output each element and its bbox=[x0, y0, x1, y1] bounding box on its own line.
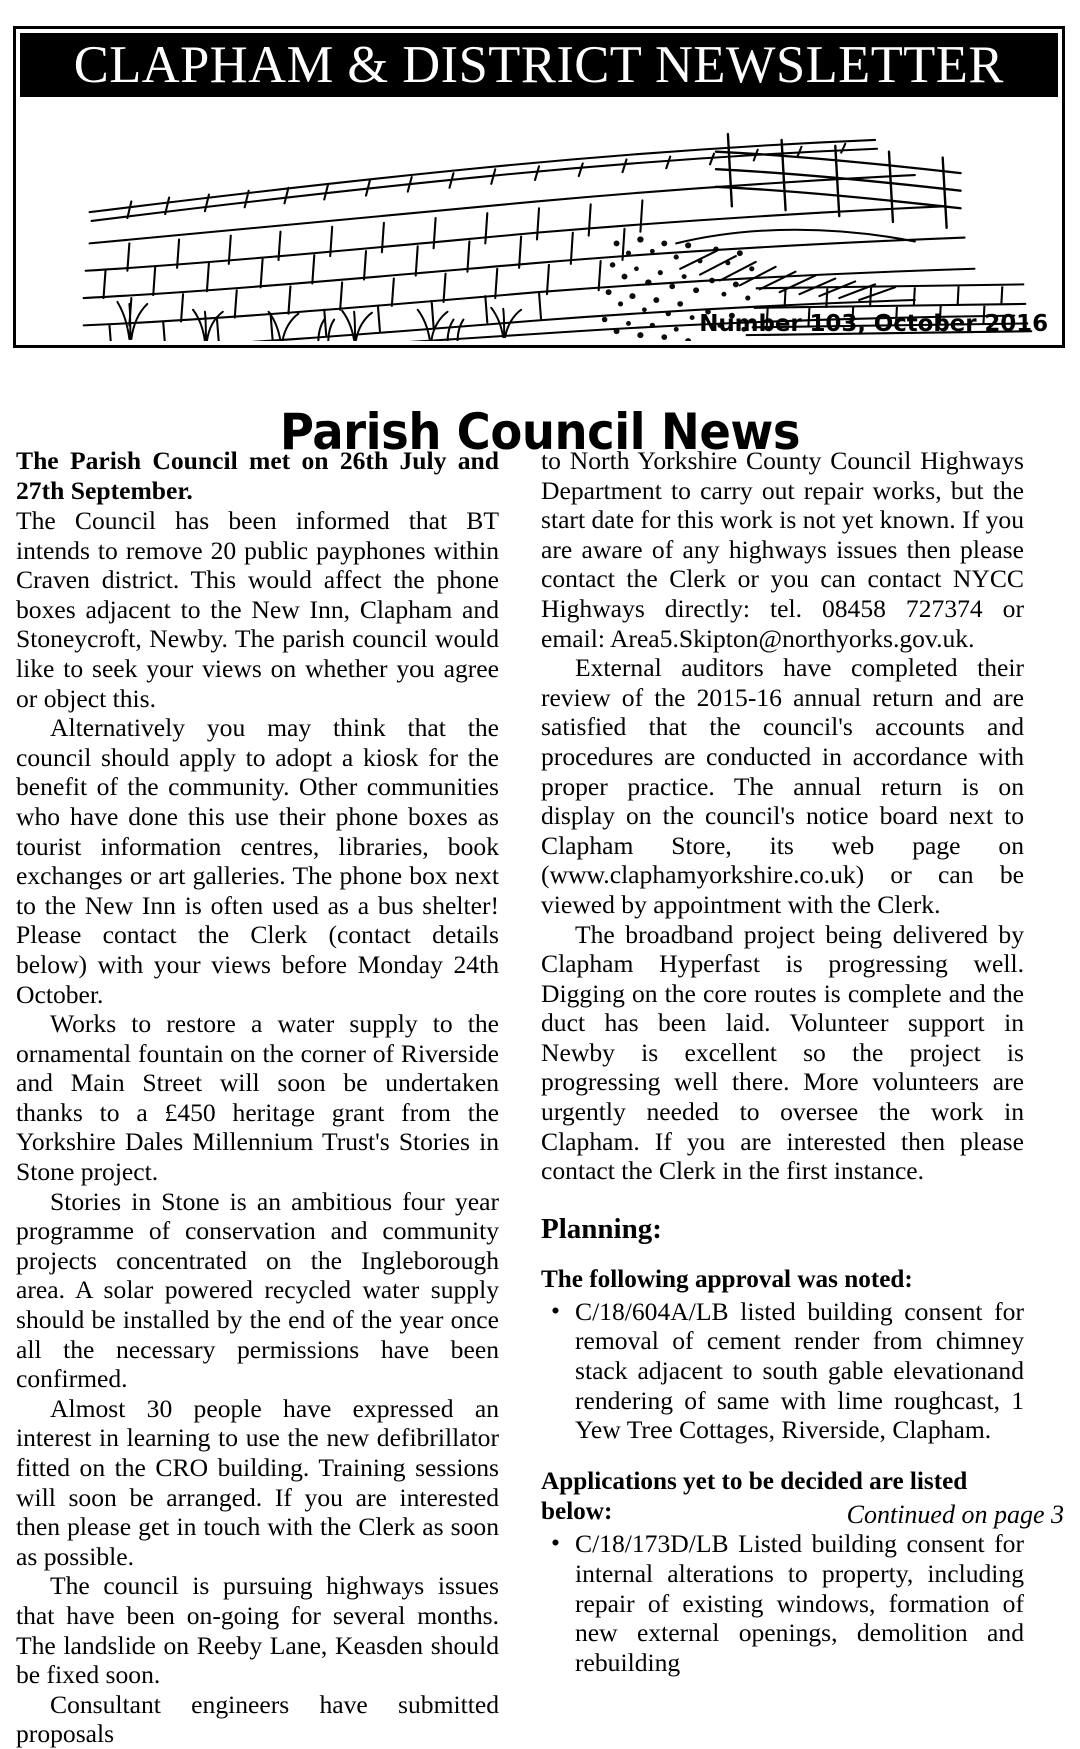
planning-approved-heading: The following approval was noted: bbox=[541, 1265, 913, 1293]
planning-pending-list bbox=[541, 1529, 1024, 1677]
paragraph: Works to restore a water supply to the ornamental fountain on the corner of Riverside and Main Street will soon be undertaken thanks to a £450 heritage grant from the Yorkshire Dales Millennium Trust's Stories in Stone project. bbox=[16, 1009, 499, 1187]
paragraph: Alternatively you may think that the council should apply to adopt a kiosk for the benefit of the community. Other communities who have done this use their phone boxes as tourist information centres, libraries, book exchanges or art galleries. The phone box next to the New Inn is often used as a bus shelter! Please contact the Clerk (contact details below) with your views before Monday 24th October. bbox=[16, 713, 499, 1009]
paragraph: The Council has been informed that BT intends to remove 20 public payphones within Craven district. This would affect the phone boxes adjacent to the New Inn, Clapham and Stoneycroft, Newby. The parish council would like to seek your views on whether you agree or object this. bbox=[16, 506, 499, 713]
continued-note: Continued on page 3 bbox=[846, 1500, 1064, 1529]
drystone-wall-illustration bbox=[20, 97, 1058, 341]
left-column bbox=[16, 446, 499, 1749]
newsletter-title: CLAPHAM & DISTRICT NEWSLETTER bbox=[73, 35, 1005, 94]
paragraph: The council is pursuing highways issues that have been on-going for several months. The landslide on Reeby Lane, Keasden should be fixed soon. bbox=[16, 1571, 499, 1690]
bullet-icon: • bbox=[551, 1295, 560, 1325]
paragraph: Almost 30 people have expressed an interest in learning to use the new defibrillator fitted on the CRO building. Training sessions will soon be arranged. If you are interested then please get in touch with the Clerk as soon as possible. bbox=[16, 1393, 499, 1571]
list-item-text: C/18/604A/LB listed building consent for removal of cement render from chimney stack adjacent to south gable elevationand rendering of same with lime roughcast, 1 Yew Tree Cottages, Riverside, Clapham. bbox=[575, 1296, 1024, 1445]
paragraph: External auditors have completed their review of the 2015-16 annual return and are satisfied that the council's accounts and procedures are conducted in accordance with proper practice. The annual return is on display on the council's notice board next to Clapham Store, its web page on (www.claphamyorkshire.co.uk) or can be viewed by appointment with the Clerk. bbox=[541, 653, 1024, 919]
paragraph: Stories in Stone is an ambitious four year programme of conservation and community projects concentrated on the Ingleborough area. A solar powered recycled water supply should be installed by the end of the year once all the necessary permissions have been confirmed. bbox=[16, 1186, 499, 1394]
paragraph: Consultant engineers have submitted proposals bbox=[16, 1689, 499, 1749]
right-column bbox=[541, 446, 1024, 1677]
list-item bbox=[541, 1529, 1024, 1677]
masthead bbox=[13, 26, 1065, 348]
article-headline: Parish Council News bbox=[279, 402, 801, 461]
planning-pending-heading: Applications yet to be decided are listed below: bbox=[541, 1467, 968, 1526]
bullet-icon: • bbox=[551, 1528, 560, 1558]
masthead-title-bar bbox=[20, 33, 1058, 97]
article-kicker: The Parish Council met on 26th July and 27th September. bbox=[16, 446, 499, 505]
article-body bbox=[16, 446, 1064, 1749]
paragraph: The broadband project being delivered by Clapham Hyperfast is progressing well. Digging on the core routes is complete and the duct has been laid. Volunteer support in Newby is excellent so the project is progressing well there. More volunteers are urgently needed to oversee the work in Clapham. If you are interested then please contact the Clerk in the first instance. bbox=[541, 919, 1024, 1186]
paragraph: to North Yorkshire County Council Highways Department to carry out repair works, but the start date for this work is not yet known. If you are aware of any highways issues then please contact the Clerk or you can contact NYCC Highways directly: tel. 08458 727374 or email: Area5.Skipton@northyorks.gov.uk. bbox=[541, 446, 1024, 653]
planning-approved-list bbox=[541, 1297, 1024, 1445]
planning-heading: Planning: bbox=[541, 1212, 662, 1245]
list-item-text: C/18/173D/LB Listed building consent for internal alterations to property, including repair of existing windows, formation of new external openings, demolition and rebuilding bbox=[575, 1529, 1024, 1677]
list-item bbox=[541, 1297, 1024, 1445]
issue-number-date: Number 103, October 2016 bbox=[699, 311, 1048, 337]
